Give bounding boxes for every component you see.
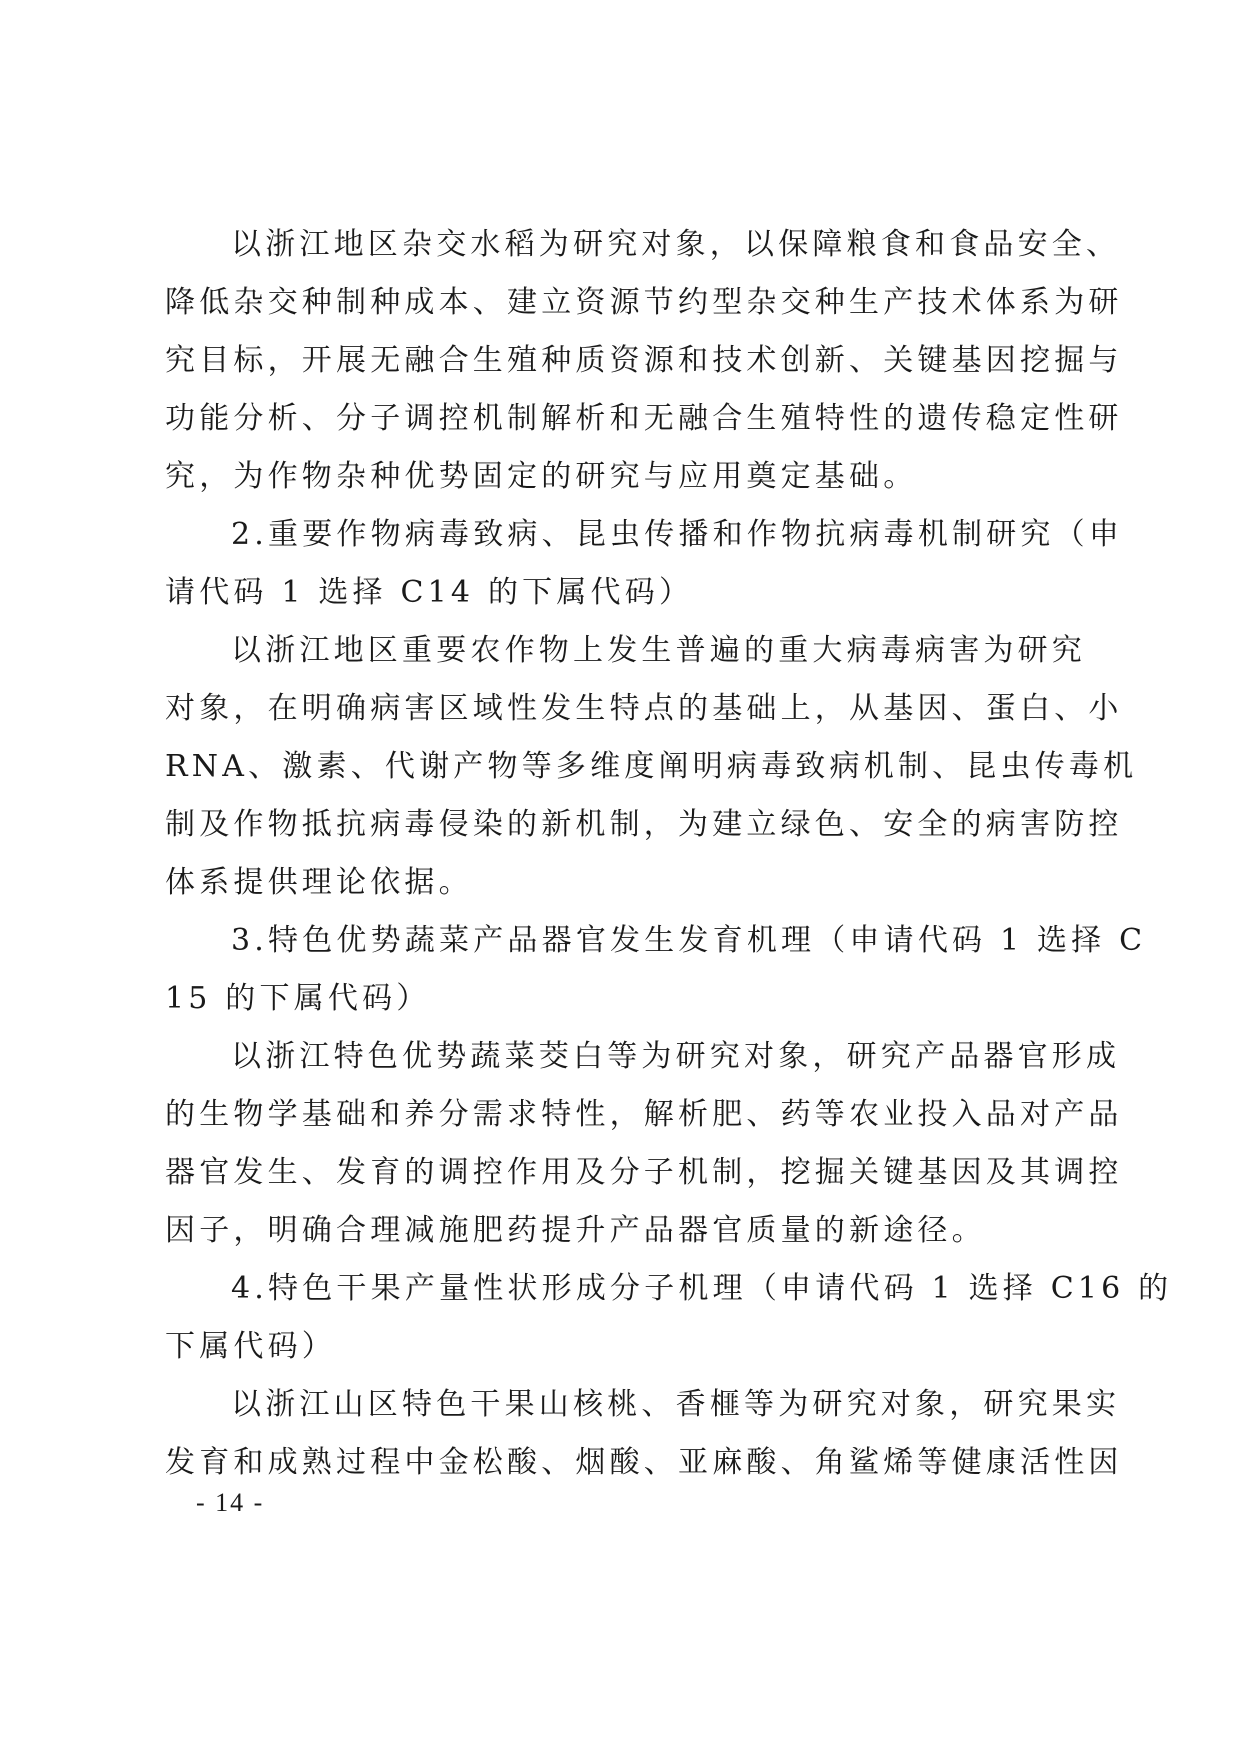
paragraph-1-line-3: 究目标，开展无融合生殖种质资源和技术创新、关键基因挖掘与 — [165, 343, 1123, 378]
paragraph-3-line-2: 的生物学基础和养分需求特性，解析肥、药等农业投入品对产品 — [165, 1097, 1123, 1132]
paragraph-3-line-3: 器官发生、发育的调控作用及分子机制，挖掘关键基因及其调控 — [165, 1155, 1123, 1190]
paragraph-2-line-1: 以浙江地区重要农作物上发生普遍的重大病毒病害为研究 — [231, 633, 1086, 668]
paragraph-1-line-4: 功能分析、分子调控机制解析和无融合生殖特性的遗传稳定性研 — [165, 401, 1123, 436]
paragraph-1-line-1: 以浙江地区杂交水稻为研究对象，以保障粮食和食品安全、 — [231, 227, 1121, 262]
paragraph-4-line-2: 发育和成熟过程中金松酸、烟酸、亚麻酸、角鲨烯等健康活性因 — [165, 1445, 1123, 1480]
section-heading-4-line-2: 下属代码） — [165, 1329, 336, 1364]
paragraph-2-line-2: 对象，在明确病害区域性发生特点的基础上，从基因、蛋白、小 — [165, 691, 1123, 726]
section-heading-4-line-1: 4.特色干果产量性状形成分子机理（申请代码 1 选择 C16 的 — [231, 1271, 1173, 1306]
paragraph-1-line-2: 降低杂交种制种成本、建立资源节约型杂交种生产技术体系为研 — [165, 285, 1123, 320]
paragraph-2-line-5: 体系提供理论依据。 — [165, 865, 473, 900]
paragraph-3-line-4: 因子，明确合理减施肥药提升产品器官质量的新途径。 — [165, 1213, 986, 1248]
paragraph-1-line-5: 究，为作物杂种优势固定的研究与应用奠定基础。 — [165, 459, 918, 494]
paragraph-2-line-4: 制及作物抵抗病毒侵染的新机制，为建立绿色、安全的病害防控 — [165, 807, 1123, 842]
section-heading-3-line-2: 15 的下属代码） — [165, 981, 431, 1016]
page-number: - 14 - — [196, 1488, 265, 1517]
section-heading-3-line-1: 3.特色优势蔬菜产品器官发生发育机理（申请代码 1 选择 C — [231, 923, 1147, 958]
section-heading-2-line-2: 请代码 1 选择 C14 的下属代码） — [165, 575, 694, 610]
section-heading-2-line-1: 2.重要作物病毒致病、昆虫传播和作物抗病毒机制研究（申 — [231, 517, 1124, 552]
document-body — [165, 216, 1173, 1492]
paragraph-4-line-1: 以浙江山区特色干果山核桃、香榧等为研究对象，研究果实 — [231, 1387, 1121, 1422]
paragraph-3-line-1: 以浙江特色优势蔬菜茭白等为研究对象，研究产品器官形成 — [231, 1039, 1121, 1074]
paragraph-2-line-3: RNA、激素、代谢产物等多维度阐明病毒致病机制、昆虫传毒机 — [165, 749, 1138, 784]
